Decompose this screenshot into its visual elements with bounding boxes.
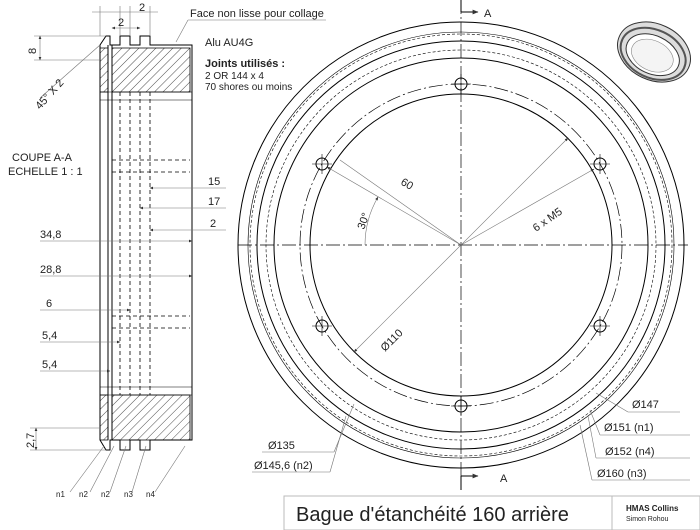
dim-top-2b: 2 — [139, 2, 146, 14]
dim-6: 6 — [46, 298, 53, 310]
section-outline — [100, 36, 192, 450]
dim-5-4a: 5,4 — [42, 330, 58, 342]
title-block — [284, 496, 700, 530]
dim-28-8: 28,8 — [40, 264, 62, 276]
dim-d152: Ø152 (n4) — [605, 446, 655, 458]
seal-leader — [155, 446, 185, 492]
leader-line — [580, 425, 592, 480]
dim-d135: Ø135 — [268, 440, 295, 452]
front-view — [238, 0, 690, 490]
author-name: Simon Rohou — [626, 516, 669, 523]
seal-label-n2: n2 — [79, 490, 88, 499]
dim-17: 17 — [208, 196, 221, 208]
section-title: COUPE A-A — [12, 152, 72, 164]
dim-d145-6: Ø145,6 (n2) — [254, 460, 313, 472]
seal-label-n4: n4 — [146, 490, 155, 499]
seal-leader — [70, 446, 104, 492]
isometric-thumbnail — [608, 11, 700, 94]
dim-2: 2 — [210, 218, 217, 230]
cut-label-bottom: A — [500, 473, 508, 485]
hatched-lower-section — [112, 395, 190, 440]
seal-label-n2b: n2 — [101, 490, 110, 499]
dim-d110: Ø110 — [378, 327, 406, 355]
radius-line — [340, 160, 461, 245]
radius-line — [327, 167, 461, 245]
section-view — [8, 2, 326, 499]
holes-callout: 6 x M5 — [530, 205, 565, 235]
seal-label-n1: n1 — [56, 490, 65, 499]
leader-line — [334, 404, 354, 452]
dim-5-4b: 5,4 — [42, 359, 58, 371]
dim-34-8: 34,8 — [40, 229, 62, 241]
material-label: Alu AU4G — [205, 37, 254, 49]
dim-15: 15 — [208, 176, 221, 188]
section-scale: ECHELLE 1 : 1 — [8, 166, 83, 178]
dim-2-7: 2,7 — [25, 432, 37, 448]
seal-leader — [110, 446, 126, 492]
surface-note: Face non lisse pour collage — [190, 8, 324, 20]
seals-title: Joints utilisés : — [205, 58, 286, 70]
dim-d160: Ø160 (n3) — [597, 468, 647, 480]
seals-line-2: 70 shores ou moins — [205, 82, 293, 93]
hatched-lower-groove-strip — [100, 395, 108, 440]
dim-d147: Ø147 — [632, 399, 659, 411]
leader-line — [590, 410, 600, 435]
seals-line-1: 2 OR 144 x 4 — [205, 71, 264, 82]
dim-d151: Ø151 (n1) — [604, 422, 654, 434]
leader-line — [461, 169, 594, 245]
hatched-upper-section — [112, 48, 190, 92]
company-name: HMAS Collins — [626, 504, 679, 513]
leader-line — [330, 416, 346, 472]
cut-label-top: A — [484, 8, 492, 20]
bolt-hole — [451, 396, 471, 416]
leader-line — [176, 20, 188, 42]
seal-label-n3: n3 — [124, 490, 133, 499]
material-notes — [205, 37, 292, 93]
bolt-hole — [451, 74, 471, 94]
dim-left-8: 8 — [27, 47, 39, 54]
seal-leader — [132, 446, 146, 492]
dim-angle: 30° — [355, 211, 373, 232]
seal-leader — [90, 446, 114, 492]
chamfer-label: 45° X 2 — [33, 77, 67, 113]
hatched-upper-groove-strip — [100, 48, 108, 92]
dim-top-2a: 2 — [118, 17, 125, 29]
drawing-title: Bague d'étanchéité 160 arrière — [296, 504, 569, 526]
dim-r60: 60 — [398, 176, 416, 193]
